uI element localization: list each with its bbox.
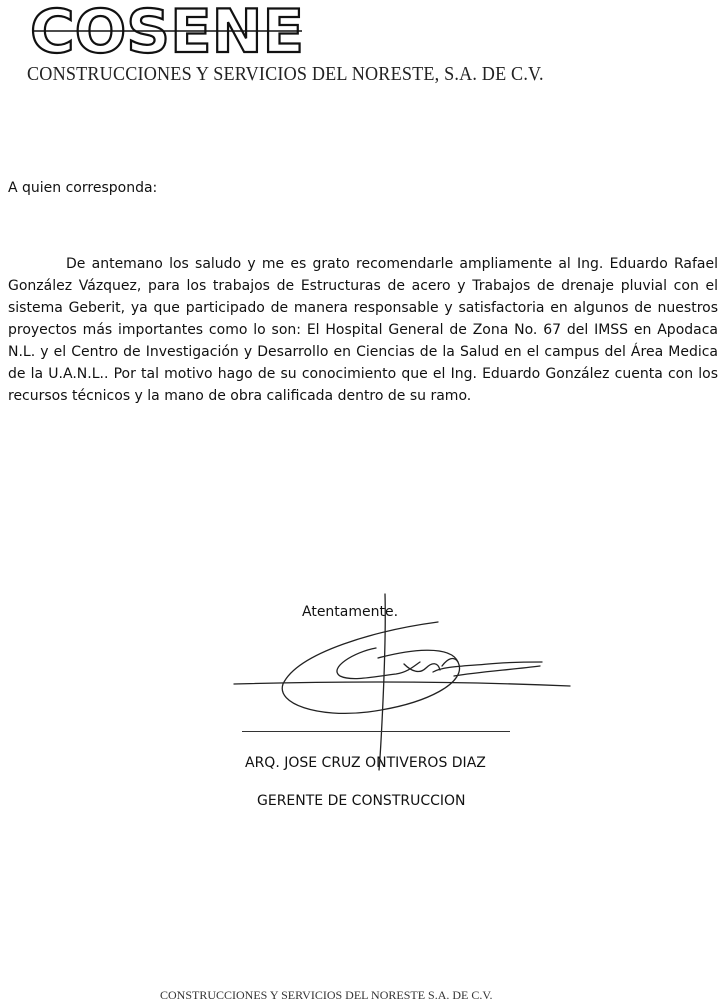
handwritten-signature [228,592,588,772]
letter-body: De antemano los saludo y me es grato recomendarle ampliamente al Ing. Eduardo Rafael González Vázquez, para los trabajos de Estructuras de acero y Trabajos de drenaje pluvial con el sistema Geberit, ya que participado de manera responsable y satisfactoria en algunos de nuestros proyectos más importantes como lo son: El Hospital General de Zona No. 67 del IMSS en Apodaca N.L. y el Centro de Investigación y Desarrollo en Ciencias de la Salud en el campus del Área Medica de la U.A.N.L.. Por tal motivo hago de su conocimiento que el Ing. Eduardo González cuenta con los recursos técnicos y la mano de obra calificada dentro de su ramo. [8,256,718,404]
salutation: A quien corresponda: [8,180,158,196]
signer-name: ARQ. JOSE CRUZ ONTIVEROS DIAZ [245,755,486,771]
company-logo [28,2,308,60]
footer-company-name: CONSTRUCCIONES Y SERVICIOS DEL NORESTE S.A. DE C.V. [160,988,493,1002]
svg-text:COSENE: COSENE [30,2,304,60]
company-name: CONSTRUCCIONES Y SERVICIOS DEL NORESTE, S.A. DE C.V. [27,64,544,85]
signer-title: GERENTE DE CONSTRUCCION [257,793,466,809]
closing-text: Atentamente. [302,604,399,620]
signature-line [242,731,510,732]
